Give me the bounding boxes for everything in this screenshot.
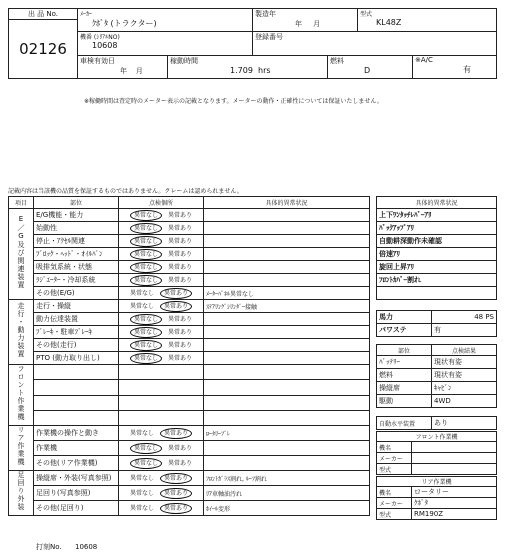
part-label: ﾌﾞﾚｰｷ・駐車ﾌﾞﾚｰｷ: [34, 326, 119, 339]
list-item: [377, 248, 497, 261]
table-row: [9, 352, 370, 365]
group-label: [9, 300, 34, 365]
fuel-value: D: [364, 66, 371, 75]
check-cell[interactable]: [119, 410, 204, 425]
check-result: 4WD: [432, 395, 497, 408]
part-label: 停止・ｱｸｾﾙ関連: [34, 235, 119, 248]
implement-label: メーカー: [377, 453, 412, 464]
table-row: [9, 410, 370, 425]
symptom-text: 自動耕深動作未確認: [377, 235, 497, 248]
option-ng[interactable]: 異常あり: [168, 341, 193, 349]
ps-value: 有: [432, 324, 497, 337]
detail-text: [204, 326, 370, 339]
check-cell[interactable]: [119, 313, 204, 326]
option-ok[interactable]: 異常なし: [130, 262, 162, 273]
table-row: [9, 209, 370, 222]
model-label: 型式: [360, 11, 373, 18]
check-cell[interactable]: [119, 471, 204, 486]
part-label: その他(リア作業機): [34, 456, 119, 471]
check-cell[interactable]: [119, 235, 204, 248]
symptoms-title: 具体的異常状況: [377, 197, 497, 209]
part-label: [34, 380, 119, 395]
col-check-header: 点検個所: [119, 197, 204, 209]
auto-level-value: あり: [432, 417, 497, 430]
col-item-header: 項目: [9, 197, 34, 209]
maker-label: ﾒｰｶｰ: [80, 11, 93, 18]
option-ok[interactable]: 異常なし: [129, 289, 154, 297]
table-row: [377, 356, 497, 369]
table-row: [9, 222, 370, 235]
part-label: 作業機: [34, 441, 119, 456]
option-ng[interactable]: 異常あり: [168, 444, 193, 452]
implement-label: 型式: [377, 509, 412, 520]
check-cell[interactable]: [119, 352, 204, 365]
table-row: [9, 365, 370, 380]
option-ok[interactable]: 異常なし: [130, 249, 162, 260]
option-ng[interactable]: 異常あり: [160, 473, 192, 484]
table-row: [377, 453, 497, 464]
header-table: [8, 8, 497, 79]
group-label-text: リア作業機: [17, 426, 25, 466]
ac-label: ※A/C: [415, 56, 433, 64]
fuel-label: 燃料: [330, 57, 344, 65]
check-part: 駆動: [377, 395, 432, 408]
symptoms-table: [376, 196, 497, 300]
option-ng[interactable]: 異常あり: [168, 224, 193, 232]
inspect-label: 車検有効日: [80, 57, 115, 65]
part-label: 操縦席・外装(写真参照): [34, 471, 119, 486]
table-row: [377, 487, 497, 498]
check-cell[interactable]: [119, 486, 204, 501]
option-ng[interactable]: 異常あり: [160, 288, 192, 299]
inspect-cell: [78, 56, 168, 78]
detail-text: ﾛｰﾀﾘｰﾌﾞﾚ: [204, 426, 370, 441]
symptom-text: [377, 287, 497, 300]
part-label: 動力伝達装置: [34, 313, 119, 326]
option-ok[interactable]: 異常なし: [130, 314, 162, 325]
table-row: [9, 471, 370, 486]
table-row: [9, 300, 370, 313]
option-ng[interactable]: 異常あり: [168, 263, 193, 271]
hours-value: 1.709: [230, 66, 253, 75]
table-row: [377, 498, 497, 509]
option-ok[interactable]: 異常なし: [129, 429, 154, 437]
table-row: [9, 380, 370, 395]
hours-unit: hrs: [258, 66, 271, 75]
symptom-text: 上下ﾜﾝﾀｯﾁﾚﾊﾞｰｱﾘ: [377, 209, 497, 222]
check-part: 操縦席: [377, 382, 432, 395]
part-label: E/G機能・能力: [34, 209, 119, 222]
option-ok[interactable]: 異常なし: [129, 489, 154, 497]
check-part-header: 部位: [377, 345, 432, 356]
option-ng[interactable]: 異常あり: [168, 459, 193, 467]
symptom-text: ﾊﾞｯｸｱｯﾌﾟｱﾘ: [377, 222, 497, 235]
option-ng[interactable]: 異常あり: [168, 237, 193, 245]
list-item: [377, 274, 497, 287]
inspect-month: 月: [135, 67, 143, 75]
check-cell[interactable]: [119, 456, 204, 471]
rear-implement-table: [376, 476, 497, 520]
check-cell[interactable]: [119, 222, 204, 235]
fuel-cell: [328, 56, 413, 78]
option-ng[interactable]: 異常あり: [168, 276, 193, 284]
table-row: [9, 287, 370, 300]
table-row: [377, 442, 497, 453]
hours-label: 稼動時間: [170, 57, 198, 65]
implement-value: ロータリー: [412, 487, 497, 498]
list-item: [377, 235, 497, 248]
detail-text: ﾘｱ車軸油汚れ: [204, 486, 370, 501]
option-ok[interactable]: 異常なし: [130, 443, 162, 454]
option-ng[interactable]: 異常あり: [168, 354, 193, 362]
detail-text: [204, 248, 370, 261]
option-ng[interactable]: 異常あり: [168, 211, 193, 219]
table-row: [9, 426, 370, 441]
front-implement-table: [376, 431, 497, 475]
detail-text: [204, 395, 370, 410]
part-label: 走行・操縦: [34, 300, 119, 313]
detail-text: [204, 456, 370, 471]
option-ok[interactable]: 異常なし: [129, 474, 154, 482]
option-ok[interactable]: 異常なし: [130, 327, 162, 338]
inspect-year: 年: [120, 67, 127, 75]
check-result: 現状有姿: [432, 369, 497, 382]
option-ng[interactable]: 異常あり: [168, 250, 193, 258]
detail-text: [204, 365, 370, 380]
list-item: [377, 222, 497, 235]
option-ok[interactable]: 異常なし: [130, 275, 162, 286]
detail-text: ｽﾃｱﾘﾝｸﾞｼﾘﾝﾀﾞｰ接触: [204, 300, 370, 313]
check-part: 燃料: [377, 369, 432, 382]
col-part-header: 部位: [34, 197, 119, 209]
part-label: 作業機の操作と動き: [34, 426, 119, 441]
symptom-text: ﾌﾛﾝﾄｶﾊﾞｰ割れ: [377, 274, 497, 287]
check-cell[interactable]: [119, 501, 204, 516]
serial-cell: [78, 32, 253, 56]
option-ok[interactable]: 異常なし: [130, 458, 162, 469]
table-row: [9, 395, 370, 410]
ps-label: パワステ: [377, 324, 432, 337]
stamp-label: 打刻No.: [36, 543, 62, 551]
option-ng[interactable]: 異常あり: [160, 503, 192, 514]
group-label: [9, 471, 34, 516]
group-label-text: 足回り外装: [17, 471, 25, 511]
year-unit: 年: [295, 20, 302, 28]
col-detail-header: 具体的異常状況: [204, 197, 370, 209]
disclaimer: 記載内容は当該機の品質を保証するものではありません。クレームは認められません。: [8, 188, 243, 195]
table-row: [9, 313, 370, 326]
check-cell[interactable]: [119, 248, 204, 261]
option-ng[interactable]: 異常あり: [160, 428, 192, 439]
detail-text: [204, 441, 370, 456]
option-ok[interactable]: 異常なし: [130, 236, 162, 247]
serial-label: 機番 (ｼﾘｱﾙNO): [80, 34, 120, 41]
group-label-text: フロント作業機: [17, 365, 25, 421]
implement-value: [412, 453, 497, 464]
detail-text: [204, 235, 370, 248]
hours-note: ※稼働時間は査定時のメーター表示の記載となります。メーターの動作・正確性については保証いたしません。: [84, 98, 383, 105]
option-ok[interactable]: 異常なし: [130, 210, 162, 221]
check-cell[interactable]: [119, 365, 204, 380]
detail-text: [204, 380, 370, 395]
option-ng[interactable]: 異常あり: [168, 328, 193, 336]
option-ok[interactable]: 異常なし: [130, 223, 162, 234]
hours-cell: [168, 56, 328, 78]
month-unit: 月: [313, 20, 321, 28]
list-item: [377, 209, 497, 222]
auto-level-label: 自動水平装置: [377, 417, 432, 430]
check-cell[interactable]: [119, 395, 204, 410]
list-item: [377, 287, 497, 300]
option-ok[interactable]: 異常なし: [129, 504, 154, 512]
detail-text: [204, 339, 370, 352]
table-row: [9, 274, 370, 287]
implement-value: [412, 464, 497, 475]
group-label-text: E／G及び関連装置: [17, 215, 25, 289]
table-row: [377, 395, 497, 408]
table-row: [377, 382, 497, 395]
implement-label: 機名: [377, 442, 412, 453]
lot-number: 02126: [9, 20, 78, 79]
implement-value: RM190Z: [412, 509, 497, 520]
group-label: [9, 426, 34, 471]
option-ok[interactable]: 異常なし: [130, 340, 162, 351]
check-result: ｷｬﾋﾞﾝ: [432, 382, 497, 395]
check-result: 現状有姿: [432, 356, 497, 369]
detail-text: ﾎｲｰﾙ変形: [204, 501, 370, 516]
detail-text: [204, 222, 370, 235]
inspection-table: [8, 196, 370, 516]
checks-table: [376, 344, 497, 408]
detail-text: [204, 261, 370, 274]
part-label: その他(走行): [34, 339, 119, 352]
model-cell: [358, 9, 497, 32]
check-cell[interactable]: [119, 261, 204, 274]
implement-label: 型式: [377, 464, 412, 475]
group-label-text: 走行・動力装置: [17, 302, 25, 358]
option-ng[interactable]: 異常あり: [168, 315, 193, 323]
part-label: ﾗｼﾞｴｰﾀｰ・冷却系統: [34, 274, 119, 287]
year-label: 製造年: [255, 10, 276, 18]
symptom-text: 旋回上昇ｱﾘ: [377, 261, 497, 274]
part-label: 始動性: [34, 222, 119, 235]
table-row: [9, 486, 370, 501]
part-label: [34, 365, 119, 380]
table-row: [9, 326, 370, 339]
table-row: [377, 369, 497, 382]
detail-text: ﾌﾛﾝﾄｶﾞﾗｽ割れ, ﾙｰﾌ割れ: [204, 471, 370, 486]
group-label: [9, 209, 34, 300]
symptom-text: 倍速ｱﾘ: [377, 248, 497, 261]
lot-label: 出 品 No.: [9, 9, 78, 20]
part-label: [34, 395, 119, 410]
check-cell[interactable]: [119, 209, 204, 222]
reg-label: 登録番号: [255, 33, 283, 41]
part-label: その他(足回り): [34, 501, 119, 516]
table-row: [377, 509, 497, 520]
check-cell[interactable]: [119, 441, 204, 456]
implement-label: メーカー: [377, 498, 412, 509]
table-row: [9, 235, 370, 248]
year-cell: [253, 9, 358, 32]
auto-level-table: [376, 416, 497, 430]
ac-cell: [413, 56, 497, 78]
option-ng[interactable]: 異常あり: [160, 301, 192, 312]
part-label: [34, 410, 119, 425]
implement-title: フロント作業機: [377, 432, 497, 442]
part-label: 足回り(写真参照): [34, 486, 119, 501]
serial-value: 10608: [92, 41, 118, 50]
implement-label: 機名: [377, 487, 412, 498]
part-label: PTO (動力取り出し): [34, 352, 119, 365]
table-row: [9, 501, 370, 516]
part-label: ﾌﾞﾛｯｸ・ﾍｯﾄﾞ・ｵｲﾙﾊﾟﾝ: [34, 248, 119, 261]
hp-label: 馬力: [377, 311, 432, 324]
detail-text: [204, 274, 370, 287]
implement-value: ｸﾎﾞﾀ: [412, 498, 497, 509]
check-cell[interactable]: [119, 300, 204, 313]
table-row: [9, 248, 370, 261]
check-cell[interactable]: [119, 339, 204, 352]
check-cell[interactable]: [119, 380, 204, 395]
option-ok[interactable]: 異常なし: [130, 353, 162, 364]
part-label: 吸排気系統・状態: [34, 261, 119, 274]
ac-value: 有: [463, 65, 471, 74]
stamp-row: [36, 542, 97, 552]
maker-value: ｸﾎﾞﾀ (トラクター): [92, 19, 157, 28]
table-row: [9, 441, 370, 456]
spec-table: [376, 310, 497, 337]
check-cell[interactable]: [119, 426, 204, 441]
stamp-value: 10608: [74, 543, 98, 551]
option-ok[interactable]: 異常なし: [129, 302, 154, 310]
list-item: [377, 261, 497, 274]
option-ng[interactable]: 異常あり: [160, 488, 192, 499]
detail-text: [204, 410, 370, 425]
table-row: [9, 339, 370, 352]
check-cell[interactable]: [119, 326, 204, 339]
check-cell[interactable]: [119, 274, 204, 287]
part-label: その他(E/G): [34, 287, 119, 300]
maker-cell: [78, 9, 253, 32]
model-value: KL48Z: [376, 18, 402, 27]
hp-value: 48 PS: [432, 311, 497, 324]
table-row: [9, 261, 370, 274]
detail-text: [204, 313, 370, 326]
reg-cell: [253, 32, 497, 56]
check-cell[interactable]: [119, 287, 204, 300]
group-label: [9, 365, 34, 426]
check-result-header: 点検結果: [432, 345, 497, 356]
check-part: ﾊﾞｯﾃﾘｰ: [377, 356, 432, 369]
implement-value: [412, 442, 497, 453]
detail-text: ﾒｰﾀｰﾊﾟﾈﾙ異常なし: [204, 287, 370, 300]
table-row: [9, 456, 370, 471]
detail-text: [204, 209, 370, 222]
implement-title: リア作業機: [377, 477, 497, 487]
table-row: [377, 464, 497, 475]
detail-text: [204, 352, 370, 365]
